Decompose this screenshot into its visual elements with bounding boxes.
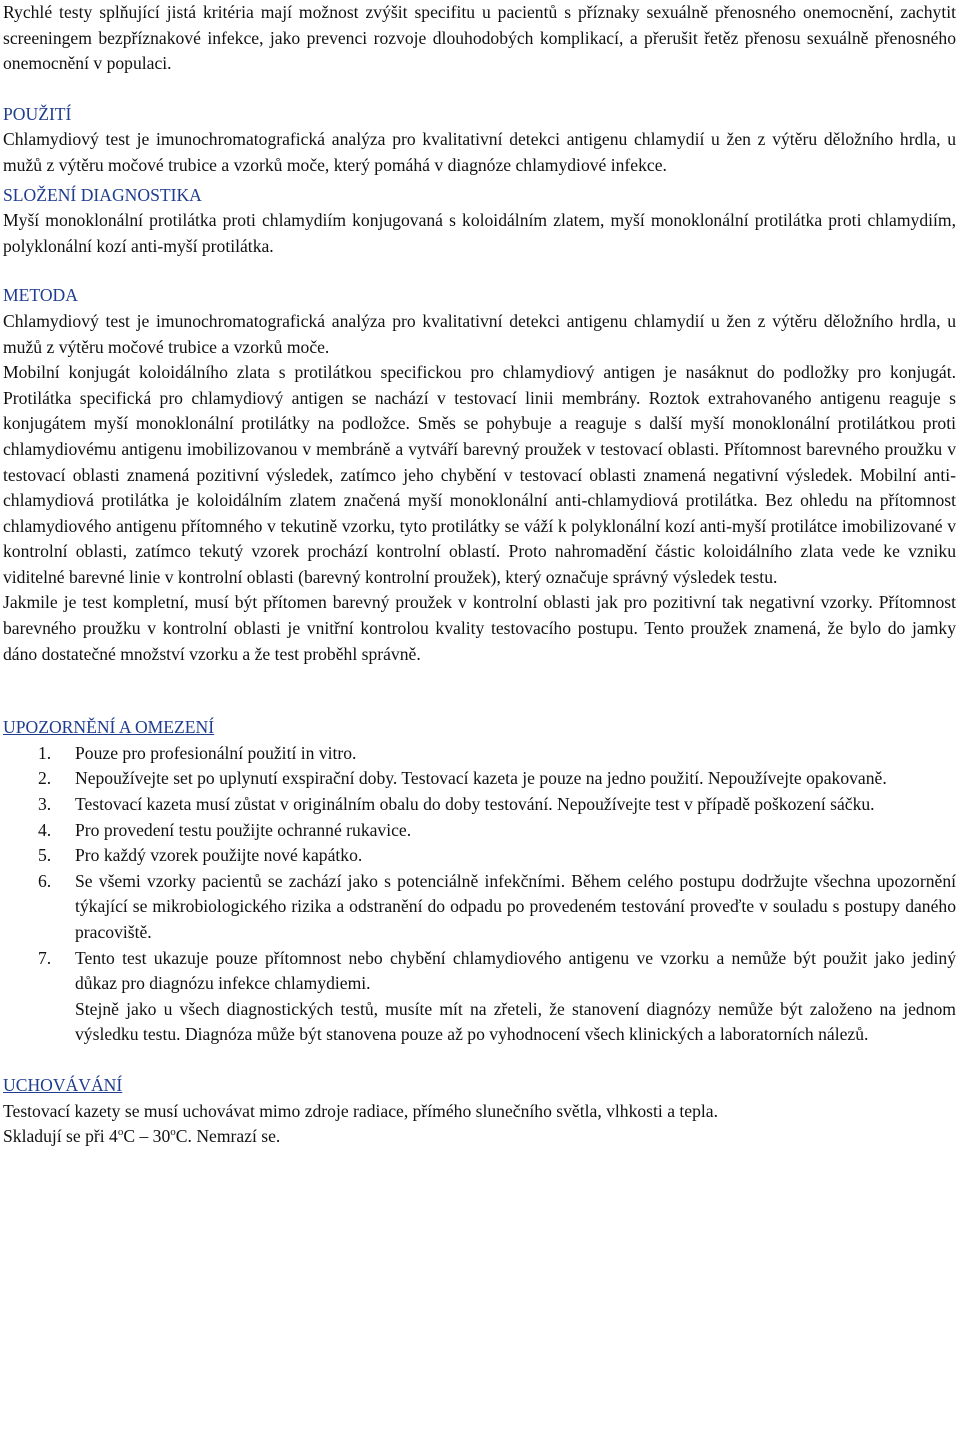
uchovavani-text: Testovací kazety se musí uchovávat mimo zdroje radiace, přímého slunečního světla, vlhkosti a tepla. [3,1100,719,1121]
list-item-number: 5. [38,845,52,866]
list-item-text: Pro provedení testu použijte ochranné rukavice. [75,819,412,840]
section-slozeni [3,183,956,260]
section-heading-metoda: METODA [3,285,78,306]
storage-temperature [3,1124,956,1150]
list-item-text: Testovací kazeta musí zůstat v originálním obalu do doby testování. Nepoužívejte test v případě poškození sáčku. [75,794,875,815]
list-item-text: Pouze pro profesionální použití in vitro. [75,742,357,763]
section-heading-slozeni: SLOŽENÍ DIAGNOSTIKA [3,184,202,205]
list-item [3,792,956,818]
section-heading-uchovavani: UCHOVÁVÁNÍ [3,1074,123,1095]
list-item-text: Tento test ukazuje pouze přítomnost nebo chybění chlamydiového antigenu ve vzorku a nemůže být použit jako jediný důkaz pro diagnózu infekce chlamydiemi. [75,947,956,994]
metoda-paragraph-1: Chlamydiový test je imunochromatografická analýza pro kvalitativní detekci antigenu chlamydií u žen z výtěru děložního hrdla, u mužů z výtěru močové trubice a vzorků moče. [3,310,956,357]
storage-temp-prefix: Skladují se při 4 [3,1126,118,1147]
section-upozorneni [3,715,956,1048]
list-item-number: 6. [38,870,52,891]
degree-mark: o [117,1126,124,1139]
section-pouziti [3,102,956,179]
list-item-number: 2. [38,768,52,789]
warnings-list [3,741,956,1048]
slozeni-text: Myší monoklonální protilátka proti chlamydiím konjugovaná s koloidálním zlatem, myší monoklonální protilátka proti chlamydiím, polyklonální kozí anti-myší protilátka. [3,210,956,256]
section-uchovavani [3,1073,956,1150]
list-item [3,741,956,767]
list-item-text: Pro každý vzorek použijte nové kapátko. [75,845,363,866]
list-item-number: 3. [38,794,52,815]
metoda-paragraph-2: Mobilní konjugát koloidálního zlata s protilátkou specifickou pro chlamydiový antigen je nasáknut do podložky pro konjugát. Protilátka specifická pro chlamydiový antigen se nachází v testovací linii membrány. Roztok extrahovaného antigenu reaguje s konjugátem myší monoklonální protilátky na podložce. Směs se pohybuje a reaguje s další myší monoklonální protilátkou proti chlamydiovému antigenu imobilizovanou v membráně a vytváří barevný proužek v testovací oblasti. Přítomnost barevného proužku v testovací oblasti znamená pozitivní výsledek, zatímco jeho chybění v testovací oblasti znamená negativní výsledek. Mobilní anti-chlamydiová protilátka je koloidálním zlatem značená myší monoklonální anti-chlamydiová protilátka. Bez ohledu na přítomnost chlamydiového antigenu přítomného v tekutině vzorku, tyto protilátky se váží k polyklonální kozí anti-myší protilátce imobilizované v kontrolní oblasti, zatímco tekutý vzorek prochází kontrolní oblastí. Proto nahromadění částic koloidálního zlata vede ke vzniku viditelné barevné linie v kontrolní oblasti (barevný kontrolní proužek), který označuje správný výsledek testu. [3,362,956,587]
metoda-paragraph-3: Jakmile je test kompletní, musí být přítomen barevný proužek v kontrolní oblasti jak pro pozitivní tak negativní vzorky. Přítomnost barevného proužku v kontrolní oblasti je vnitřní kontrolou kvality testovacího postupu. Tento proužek znamená, že bylo do jamky dáno dostatečné množství vzorku a že test proběhl správně. [3,592,956,664]
list-item-text: Nepoužívejte set po uplynutí exspirační doby. Testovací kazeta je pouze na jedno použití. Nepoužívejte opakovaně. [75,768,887,789]
list-item [3,766,956,792]
list-item [3,843,956,869]
storage-temp-suffix: C. Nemrazí se. [175,1126,281,1147]
list-item [3,818,956,844]
degree-mark: o [170,1126,176,1139]
intro-paragraph: Rychlé testy splňující jistá kritéria mají možnost zvýšit specifitu u pacientů s příznaky sexuálně přenosného onemocnění, zachytit screeningem bezpříznakové infekce, jako prevenci rozvoje dlouhodobých komplikací, a přerušit řetěz přenosu sexuálně přenosného onemocnění v populaci. [3,2,956,74]
list-item-text: Se všemi vzorky pacientů se zachází jako s potenciálně infekčními. Během celého postupu dodržujte všechna upozornění týkající se mikrobiologického rizika a odstranění do odpadu po provedeném testování proveďte v souladu s postupy daného pracoviště. [75,870,956,942]
list-item-extra-text: Stejně jako u všech diagnostických testů, musíte mít na zřeteli, že stanovení diagnózy nemůže být založeno na jednom výsledku testu. Diagnóza může být stanovena pouze až po vyhodnocení všech klinických a laboratorních nálezů. [75,998,956,1045]
pouziti-text: Chlamydiový test je imunochromatografická analýza pro kvalitativní detekci antigenu chlamydií u žen z výtěru děložního hrdla, u mužů z výtěru močové trubice a vzorků moče, který pomáhá v diagnóze chlamydiové infekce. [3,129,956,175]
list-item-number: 4. [38,819,52,840]
storage-temp-middle: C – 30 [123,1126,171,1147]
section-metoda [3,283,956,667]
section-heading-pouziti: POUŽITÍ [3,103,72,124]
list-item-number: 1. [38,742,52,763]
list-item [3,946,956,1048]
section-heading-upozorneni: UPOZORNĚNÍ A OMEZENÍ [3,717,215,738]
list-item-number: 7. [38,947,52,968]
list-item [3,869,956,946]
